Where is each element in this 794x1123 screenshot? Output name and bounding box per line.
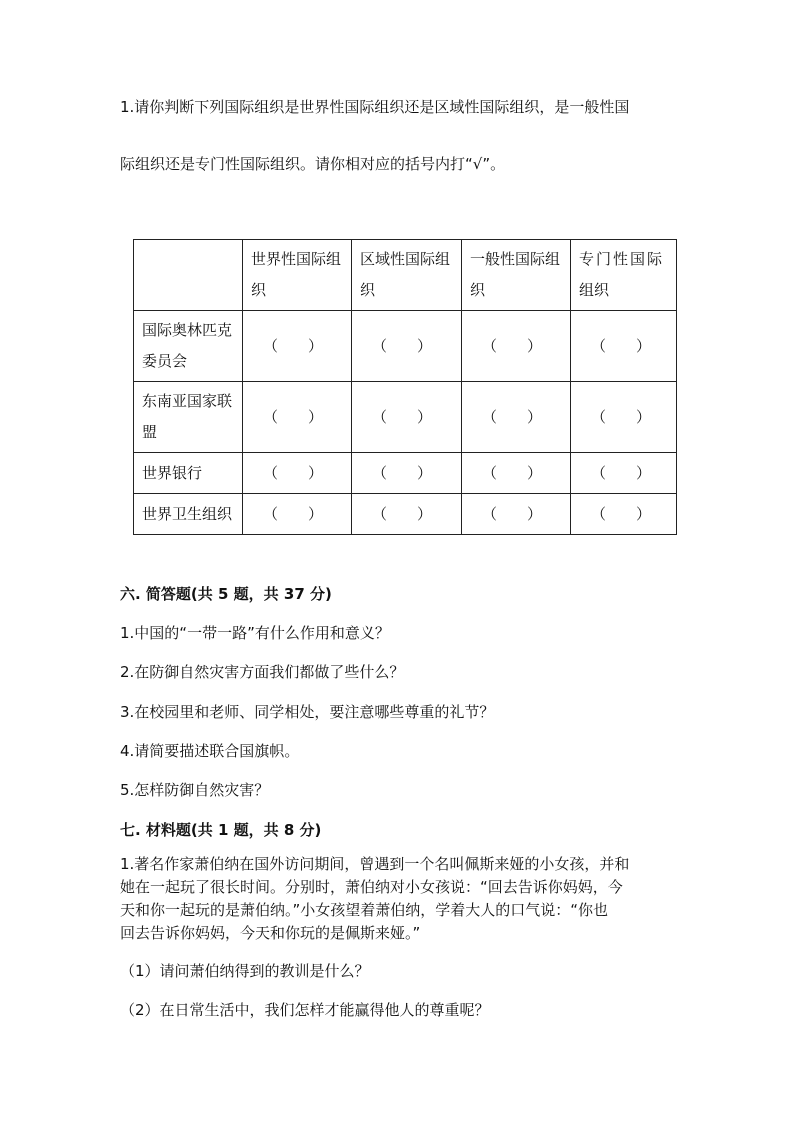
table-header-cell [352,240,462,311]
answer-bracket[interactable]: （ ） [462,494,571,535]
header-line: 织 [360,281,376,299]
short-answer-question: 5.怎样防御自然灾害？ [120,781,270,799]
table-header-cell [571,240,677,311]
answer-bracket[interactable]: （ ） [571,453,677,494]
row-name-line: 盟 [142,423,158,441]
question-intro-line-1: 1.请你判断下列国际组织是世界性国际组织还是区域性国际组织，是一般性国 [120,98,630,116]
table-header-corner [134,240,243,311]
short-answer-question: 2.在防御自然灾害方面我们都做了些什么？ [120,663,405,681]
answer-bracket[interactable]: （ ） [571,382,677,453]
header-line: 世界性国际组 [251,250,342,268]
table-row [134,382,677,453]
table-header-row [134,240,677,311]
row-name-cell: 世界卫生组织 [134,494,243,535]
section-7-title: 七. 材料题(共 1 题，共 8 分) [120,821,322,839]
passage-line: 回去告诉你妈妈，今天和你玩的是佩斯来娅。” [120,924,421,942]
passage-line: 1.著名作家萧伯纳在国外访问期间，曾遇到一个名叫佩斯来娅的小女孩，并和 [120,855,630,873]
answer-bracket[interactable]: （ ） [243,453,352,494]
row-name-cell [134,382,243,453]
short-answer-question: 3.在校园里和老师、同学相处，要注意哪些尊重的礼节？ [120,703,495,721]
table-row [134,494,677,535]
row-name-line: 国际奥林匹克 [142,321,233,339]
answer-bracket[interactable]: （ ） [462,311,571,382]
row-name-line: 委员会 [142,352,188,370]
header-line: 织 [470,281,486,299]
section-6-title: 六. 简答题(共 5 题，共 37 分) [120,585,332,603]
answer-bracket[interactable]: （ ） [243,382,352,453]
header-line: 组织 [579,281,610,299]
answer-bracket[interactable]: （ ） [243,311,352,382]
passage-line: 天和你一起玩的是萧伯纳。”小女孩望着萧伯纳，学着大人的口气说：“你也 [120,901,609,919]
table-row [134,453,677,494]
answer-bracket[interactable]: （ ） [243,494,352,535]
header-line: 织 [251,281,267,299]
header-line: 一般性国际组 [470,250,561,268]
short-answer-question: 4.请简要描述联合国旗帜。 [120,742,300,760]
short-answer-question: 1.中国的“一带一路”有什么作用和意义？ [120,624,390,642]
answer-bracket[interactable]: （ ） [352,382,462,453]
table-header-cell [462,240,571,311]
row-name-cell [134,311,243,382]
answer-bracket[interactable]: （ ） [571,311,677,382]
header-line: 专门性国际 [579,250,665,268]
sub-question: （2）在日常生活中，我们怎样才能赢得他人的尊重呢？ [120,1001,490,1019]
table-header-cell [243,240,352,311]
organization-classification-table [133,239,677,535]
question-intro-line-2: 际组织还是专门性国际组织。请你相对应的括号内打“√”。 [120,155,506,173]
answer-bracket[interactable]: （ ） [352,311,462,382]
material-passage [120,853,680,945]
table-row [134,311,677,382]
row-name-cell: 世界银行 [134,453,243,494]
sub-question: （1）请问萧伯纳得到的教训是什么？ [120,962,370,980]
answer-bracket[interactable]: （ ） [462,453,571,494]
answer-bracket[interactable]: （ ） [571,494,677,535]
row-name-line: 东南亚国家联 [142,392,233,410]
header-line: 区域性国际组 [360,250,451,268]
answer-bracket[interactable]: （ ） [352,494,462,535]
answer-bracket[interactable]: （ ） [462,382,571,453]
answer-bracket[interactable]: （ ） [352,453,462,494]
passage-line: 她在一起玩了很长时间。分别时，萧伯纳对小女孩说：“回去告诉你妈妈，今 [120,878,623,896]
